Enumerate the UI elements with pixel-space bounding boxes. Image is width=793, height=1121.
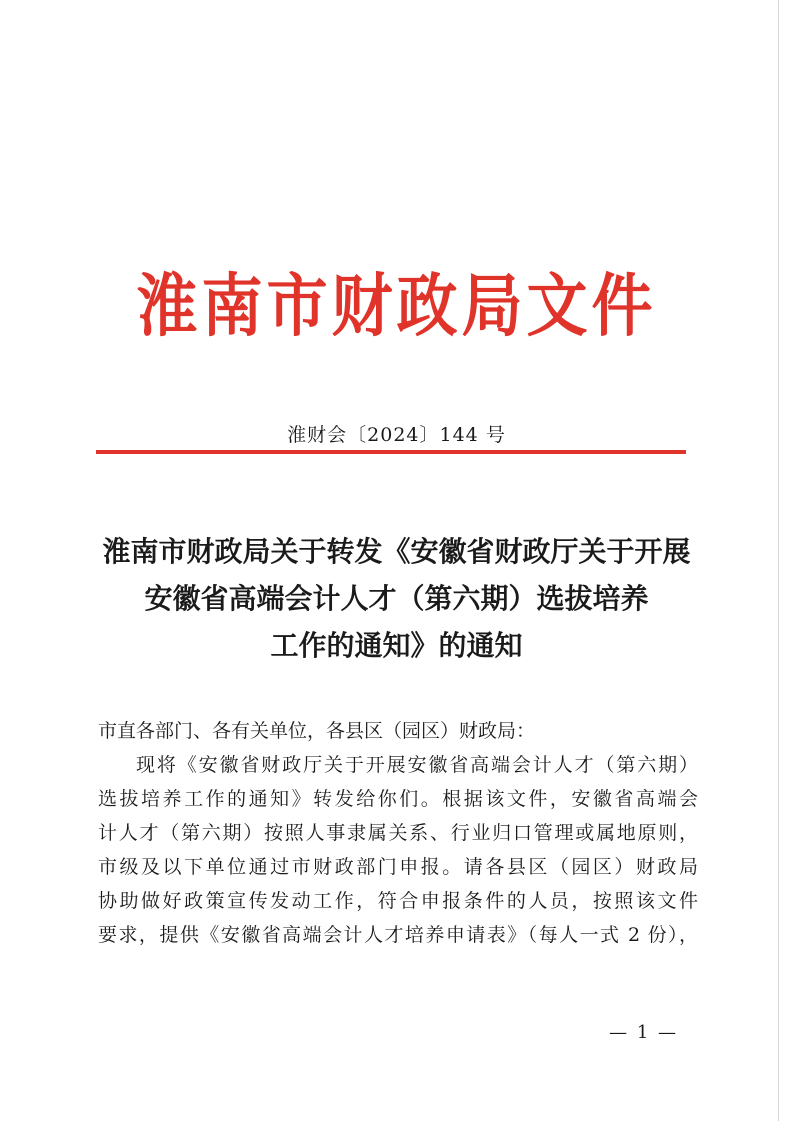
notice-title <box>60 528 733 669</box>
body-line: 计人才（第六期）按照人事隶属关系、行业归口管理或属地原则， <box>98 822 698 844</box>
red-separator-rule <box>96 450 686 454</box>
title-line: 安徽省高端会计人才（第六期）选拔培养 <box>144 582 649 615</box>
body-line: 现将《安徽省财政厅关于开展安徽省高端会计人才（第六期） <box>136 754 698 776</box>
title-line: 淮南市财政局关于转发《安徽省财政厅关于开展 <box>102 535 691 568</box>
scan-edge-line <box>778 0 779 1121</box>
body-line: 选拔培养工作的通知》转发给你们。根据该文件，安徽省高端会 <box>98 788 698 810</box>
body-line: 要求，提供《安徽省高端会计人才培养申请表》（每人一式 2 份）， <box>98 924 698 946</box>
title-line: 工作的通知》的通知 <box>270 629 523 662</box>
page-number: — 1 — <box>609 1022 678 1043</box>
body-line: 市级及以下单位通过市财政部门申报。请各县区（园区）财政局 <box>98 856 698 878</box>
masthead-title: 淮南市财政局文件 <box>136 266 657 347</box>
body-paragraph <box>98 748 698 952</box>
salutation: 市直各部门、各有关单位，各县区（园区）财政局： <box>98 720 536 742</box>
body-line: 协助做好政策宣传发动工作，符合申报条件的人员，按照该文件 <box>98 890 698 912</box>
document-number: 淮财会〔2024〕144 号 <box>287 424 506 446</box>
